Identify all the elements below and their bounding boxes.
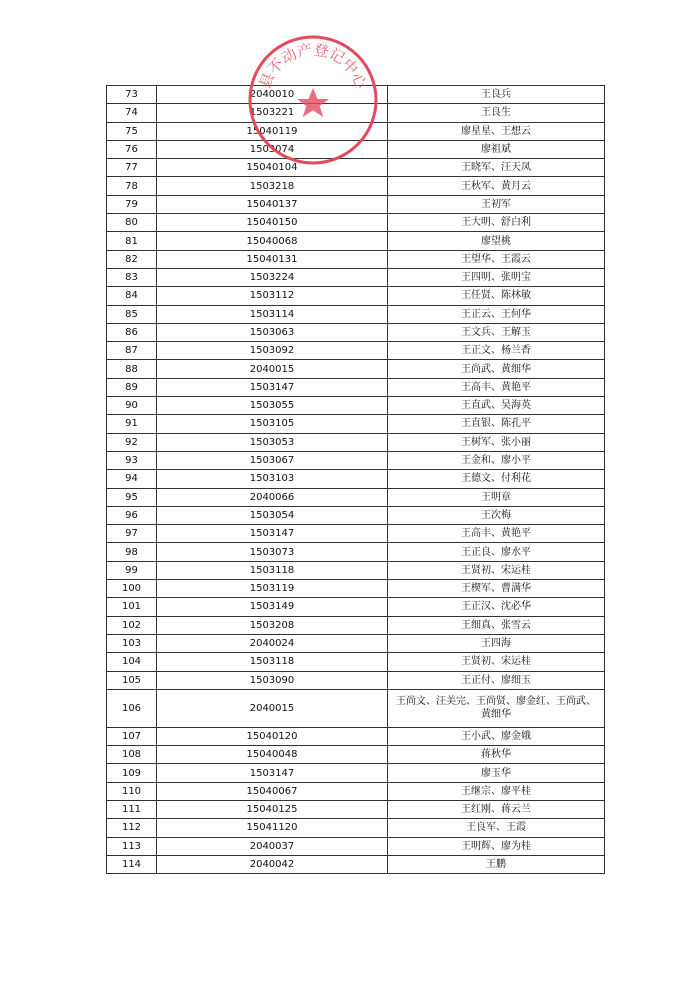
parcel-code-cell: 15040048: [157, 746, 388, 764]
table-row: [107, 86, 605, 104]
row-number-cell: 93: [107, 451, 157, 469]
parcel-code-cell: 1503208: [157, 616, 388, 634]
table-row: [107, 543, 605, 561]
parcel-code-cell: 15040068: [157, 232, 388, 250]
table-row: [107, 470, 605, 488]
parcel-code-cell: 1503054: [157, 506, 388, 524]
parcel-code-cell: 15041120: [157, 819, 388, 837]
table-row: [107, 268, 605, 286]
owner-names-cell: 王直银、陈孔平: [388, 415, 605, 433]
owner-names-cell: 廖玉华: [388, 764, 605, 782]
parcel-code-cell: 1503103: [157, 470, 388, 488]
owner-names-cell: 王继宗、廖平桂: [388, 782, 605, 800]
parcel-code-cell: 1503063: [157, 323, 388, 341]
owner-names-cell: 王四明、张明宝: [388, 268, 605, 286]
parcel-code-cell: 1503105: [157, 415, 388, 433]
owner-names-cell: 王四海: [388, 634, 605, 652]
record-table: [106, 85, 605, 874]
row-number-cell: 82: [107, 250, 157, 268]
row-number-cell: 99: [107, 561, 157, 579]
table-row: [107, 159, 605, 177]
parcel-code-cell: 1503114: [157, 305, 388, 323]
row-number-cell: 80: [107, 214, 157, 232]
owner-names-cell: 王楔军、曹满华: [388, 580, 605, 598]
row-number-cell: 91: [107, 415, 157, 433]
row-number-cell: 87: [107, 342, 157, 360]
owner-names-cell: 王良军、王霞: [388, 819, 605, 837]
parcel-code-cell: 1503147: [157, 764, 388, 782]
owner-names-cell: 王次梅: [388, 506, 605, 524]
owner-names-cell: 王鹏: [388, 855, 605, 873]
row-number-cell: 106: [107, 689, 157, 727]
parcel-code-cell: 1503053: [157, 433, 388, 451]
row-number-cell: 77: [107, 159, 157, 177]
parcel-code-cell: 1503118: [157, 653, 388, 671]
owner-names-cell: 王良生: [388, 104, 605, 122]
owner-names-cell: 王明辉、廖为桂: [388, 837, 605, 855]
table-row: [107, 451, 605, 469]
table-row: [107, 764, 605, 782]
row-number-cell: 101: [107, 598, 157, 616]
parcel-code-cell: 1503147: [157, 378, 388, 396]
parcel-code-cell: 15040125: [157, 800, 388, 818]
table-row: [107, 214, 605, 232]
row-number-cell: 102: [107, 616, 157, 634]
row-number-cell: 97: [107, 525, 157, 543]
owner-names-cell: 王细真、张雪云: [388, 616, 605, 634]
parcel-code-cell: 1503149: [157, 598, 388, 616]
table-row: [107, 561, 605, 579]
row-number-cell: 113: [107, 837, 157, 855]
parcel-code-cell: 1503221: [157, 104, 388, 122]
row-number-cell: 84: [107, 287, 157, 305]
table-row: [107, 323, 605, 341]
row-number-cell: 100: [107, 580, 157, 598]
owner-names-cell: 王高丰、黄艳平: [388, 378, 605, 396]
row-number-cell: 81: [107, 232, 157, 250]
owner-names-cell: 王文兵、王解玉: [388, 323, 605, 341]
table-row: [107, 746, 605, 764]
parcel-code-cell: 2040015: [157, 689, 388, 727]
parcel-code-cell: 2040066: [157, 488, 388, 506]
table-row: [107, 177, 605, 195]
row-number-cell: 96: [107, 506, 157, 524]
parcel-code-cell: 1503147: [157, 525, 388, 543]
owner-names-cell: 王秋军、黄月云: [388, 177, 605, 195]
row-number-cell: 110: [107, 782, 157, 800]
parcel-code-cell: 2040042: [157, 855, 388, 873]
owner-names-cell: 蒋秋华: [388, 746, 605, 764]
owner-names-cell: 廖祖斌: [388, 140, 605, 158]
parcel-code-cell: 2040015: [157, 360, 388, 378]
parcel-code-cell: 1503119: [157, 580, 388, 598]
table-row: [107, 122, 605, 140]
owner-names-cell: 王大明、舒白利: [388, 214, 605, 232]
table-row: [107, 397, 605, 415]
table-row: [107, 837, 605, 855]
table-row: [107, 855, 605, 873]
owner-names-cell: 王直武、吴海英: [388, 397, 605, 415]
table-row: [107, 140, 605, 158]
owner-names-cell: 王明章: [388, 488, 605, 506]
table-row: [107, 580, 605, 598]
owner-names-cell: 王树军、张小丽: [388, 433, 605, 451]
seal-text: 县不动产登记中心: [255, 40, 371, 91]
table-row: [107, 819, 605, 837]
owner-names-cell: 王尚文、汪美完、王尚贤、廖金红、王尚武、黄细华: [388, 689, 605, 727]
table-row: [107, 598, 605, 616]
row-number-cell: 114: [107, 855, 157, 873]
parcel-code-cell: 1503074: [157, 140, 388, 158]
owner-names-cell: 王德文、付利花: [388, 470, 605, 488]
table-row: [107, 287, 605, 305]
owner-names-cell: 王金和、廖小平: [388, 451, 605, 469]
row-number-cell: 89: [107, 378, 157, 396]
owner-names-cell: 王初军: [388, 195, 605, 213]
owner-names-cell: 王良兵: [388, 86, 605, 104]
parcel-code-cell: 2040037: [157, 837, 388, 855]
row-number-cell: 85: [107, 305, 157, 323]
row-number-cell: 95: [107, 488, 157, 506]
row-number-cell: 108: [107, 746, 157, 764]
parcel-code-cell: 1503092: [157, 342, 388, 360]
row-number-cell: 109: [107, 764, 157, 782]
parcel-code-cell: 1503224: [157, 268, 388, 286]
table-row: [107, 782, 605, 800]
owner-names-cell: 王贤初、宋运桂: [388, 653, 605, 671]
table-row: [107, 727, 605, 745]
row-number-cell: 76: [107, 140, 157, 158]
parcel-code-cell: 2040024: [157, 634, 388, 652]
table-row: [107, 488, 605, 506]
parcel-code-cell: 15040150: [157, 214, 388, 232]
row-number-cell: 111: [107, 800, 157, 818]
parcel-code-cell: 15040067: [157, 782, 388, 800]
parcel-code-cell: 15040131: [157, 250, 388, 268]
table-row: [107, 378, 605, 396]
row-number-cell: 86: [107, 323, 157, 341]
row-number-cell: 78: [107, 177, 157, 195]
table-row: [107, 250, 605, 268]
row-number-cell: 83: [107, 268, 157, 286]
owner-names-cell: 王正文、杨兰香: [388, 342, 605, 360]
owner-names-cell: 王尚武、黄细华: [388, 360, 605, 378]
table-row: [107, 104, 605, 122]
owner-names-cell: 王正云、王何华: [388, 305, 605, 323]
record-table-body: [107, 86, 605, 874]
table-row: [107, 360, 605, 378]
row-number-cell: 94: [107, 470, 157, 488]
table-row: [107, 671, 605, 689]
table-row: [107, 689, 605, 727]
table-row: [107, 525, 605, 543]
parcel-code-cell: 1503112: [157, 287, 388, 305]
row-number-cell: 107: [107, 727, 157, 745]
parcel-code-cell: 1503090: [157, 671, 388, 689]
table-row: [107, 634, 605, 652]
row-number-cell: 74: [107, 104, 157, 122]
row-number-cell: 90: [107, 397, 157, 415]
parcel-code-cell: 15040104: [157, 159, 388, 177]
row-number-cell: 88: [107, 360, 157, 378]
owner-names-cell: 王高丰、黄艳平: [388, 525, 605, 543]
table-row: [107, 415, 605, 433]
parcel-code-cell: 15040120: [157, 727, 388, 745]
parcel-code-cell: 1503073: [157, 543, 388, 561]
parcel-code-cell: 15040137: [157, 195, 388, 213]
owner-names-cell: 王正汉、沈必华: [388, 598, 605, 616]
owner-names-cell: 王望华、王霞云: [388, 250, 605, 268]
table-row: [107, 195, 605, 213]
parcel-code-cell: 1503118: [157, 561, 388, 579]
table-row: [107, 653, 605, 671]
row-number-cell: 104: [107, 653, 157, 671]
table-row: [107, 305, 605, 323]
parcel-code-cell: 1503067: [157, 451, 388, 469]
owner-names-cell: 王红刚、蒋云兰: [388, 800, 605, 818]
owner-names-cell: 王贤初、宋运桂: [388, 561, 605, 579]
table-row: [107, 800, 605, 818]
parcel-code-cell: 1503055: [157, 397, 388, 415]
row-number-cell: 98: [107, 543, 157, 561]
table-row: [107, 616, 605, 634]
parcel-code-cell: 15040119: [157, 122, 388, 140]
owner-names-cell: 王任贤、陈林敏: [388, 287, 605, 305]
parcel-code-cell: 1503218: [157, 177, 388, 195]
owner-names-cell: 王小武、廖金娥: [388, 727, 605, 745]
parcel-code-cell: 2040010: [157, 86, 388, 104]
row-number-cell: 112: [107, 819, 157, 837]
table-row: [107, 506, 605, 524]
table-row: [107, 342, 605, 360]
table-row: [107, 433, 605, 451]
row-number-cell: 79: [107, 195, 157, 213]
owner-names-cell: 廖星星、王想云: [388, 122, 605, 140]
row-number-cell: 105: [107, 671, 157, 689]
row-number-cell: 103: [107, 634, 157, 652]
row-number-cell: 75: [107, 122, 157, 140]
table-row: [107, 232, 605, 250]
owner-names-cell: 王正付、廖细玉: [388, 671, 605, 689]
owner-names-cell: 王晓军、汪天凤: [388, 159, 605, 177]
row-number-cell: 92: [107, 433, 157, 451]
owner-names-cell: 廖望桃: [388, 232, 605, 250]
owner-names-cell: 王正良、廖水平: [388, 543, 605, 561]
row-number-cell: 73: [107, 86, 157, 104]
